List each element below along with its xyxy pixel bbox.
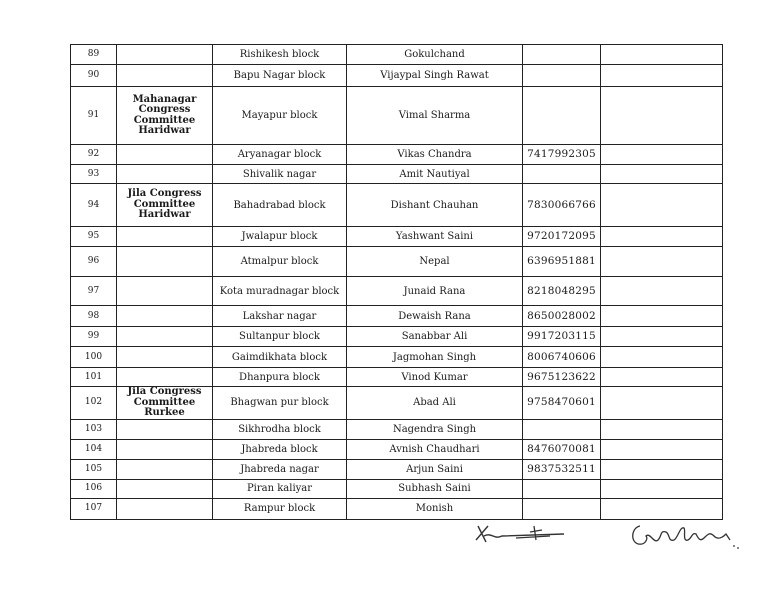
remarks-cell [601,368,723,387]
remarks-cell [601,347,723,368]
table-row [71,247,723,277]
table-body [71,45,723,520]
table-row [71,368,723,387]
person-name: Avnish Chaudhari [347,439,523,459]
row-number: 97 [71,277,117,306]
block-name: Lakshar nagar [213,306,347,327]
phone-number: 8006740606 [523,347,601,368]
row-number: 101 [71,368,117,387]
remarks-cell [601,459,723,479]
phone-number [523,45,601,65]
committee-list-table [70,44,723,520]
block-name: Shivalik nagar [213,165,347,184]
organization-cell [117,65,213,87]
right-signature-icon [626,516,746,556]
row-number: 92 [71,145,117,165]
remarks-cell [601,227,723,247]
block-name: Sikhrodha block [213,419,347,439]
person-name: Jagmohan Singh [347,347,523,368]
phone-number: 7417992305 [523,145,601,165]
remarks-cell [601,145,723,165]
organization-cell [117,306,213,327]
phone-number: 8476070081 [523,439,601,459]
person-name: Arjun Saini [347,459,523,479]
row-number: 91 [71,87,117,145]
organization-cell [117,247,213,277]
person-name: Vijaypal Singh Rawat [347,65,523,87]
organization-cell: Jila Congress Committee Rurkee [117,387,213,420]
block-name: Aryanagar block [213,145,347,165]
block-name: Sultanpur block [213,327,347,347]
person-name: Yashwant Saini [347,227,523,247]
block-name: Gaimdikhata block [213,347,347,368]
row-number: 98 [71,306,117,327]
row-number: 107 [71,498,117,519]
organization-cell [117,479,213,498]
row-number: 100 [71,347,117,368]
person-name: Amit Nautiyal [347,165,523,184]
block-name: Rishikesh block [213,45,347,65]
row-number: 89 [71,45,117,65]
remarks-cell [601,306,723,327]
phone-number [523,165,601,184]
organization-cell [117,227,213,247]
table-row [71,347,723,368]
remarks-cell [601,479,723,498]
person-name: Junaid Rana [347,277,523,306]
table-row [71,165,723,184]
phone-number: 7830066766 [523,184,601,227]
table-row [71,65,723,87]
remarks-cell [601,327,723,347]
table-row [71,87,723,145]
person-name: Sanabbar Ali [347,327,523,347]
organization-cell [117,277,213,306]
table-row [71,439,723,459]
organization-cell [117,145,213,165]
person-name: Nagendra Singh [347,419,523,439]
phone-number: 9837532511 [523,459,601,479]
organization-cell: Jila Congress Committee Haridwar [117,184,213,227]
row-number: 94 [71,184,117,227]
row-number: 95 [71,227,117,247]
block-name: Bahadrabad block [213,184,347,227]
remarks-cell [601,439,723,459]
phone-number [523,479,601,498]
person-name: Abad Ali [347,387,523,420]
person-name: Subhash Saini [347,479,523,498]
phone-number: 8650028002 [523,306,601,327]
organization-cell [117,327,213,347]
table-row [71,227,723,247]
row-number: 90 [71,65,117,87]
block-name: Bapu Nagar block [213,65,347,87]
person-name: Dewaish Rana [347,306,523,327]
block-name: Bhagwan pur block [213,387,347,420]
block-name: Kota muradnagar block [213,277,347,306]
row-number: 105 [71,459,117,479]
organization-cell [117,45,213,65]
person-name: Nepal [347,247,523,277]
remarks-cell [601,277,723,306]
row-number: 104 [71,439,117,459]
table-row [71,277,723,306]
table-row [71,479,723,498]
phone-number [523,498,601,519]
table-row [71,419,723,439]
row-number: 93 [71,165,117,184]
block-name: Atmalpur block [213,247,347,277]
remarks-cell [601,87,723,145]
phone-number: 9758470601 [523,387,601,420]
organization-cell: Mahanagar Congress Committee Haridwar [117,87,213,145]
left-signature-icon [472,518,572,550]
phone-number: 9720172095 [523,227,601,247]
person-name: Vikas Chandra [347,145,523,165]
remarks-cell [601,184,723,227]
person-name: Dishant Chauhan [347,184,523,227]
organization-cell [117,439,213,459]
remarks-cell [601,387,723,420]
person-name: Vimal Sharma [347,87,523,145]
row-number: 99 [71,327,117,347]
block-name: Rampur block [213,498,347,519]
person-name: Gokulchand [347,45,523,65]
table-row [71,459,723,479]
person-name: Vinod Kumar [347,368,523,387]
remarks-cell [601,65,723,87]
organization-cell [117,368,213,387]
person-name: Monish [347,498,523,519]
phone-number [523,419,601,439]
organization-cell [117,419,213,439]
table-row [71,306,723,327]
remarks-cell [601,247,723,277]
row-number: 106 [71,479,117,498]
table-row [71,45,723,65]
remarks-cell [601,45,723,65]
table-row [71,184,723,227]
block-name: Jhabreda block [213,439,347,459]
phone-number [523,65,601,87]
remarks-cell [601,165,723,184]
block-name: Mayapur block [213,87,347,145]
block-name: Dhanpura block [213,368,347,387]
table-row [71,387,723,420]
row-number: 96 [71,247,117,277]
row-number: 103 [71,419,117,439]
phone-number: 6396951881 [523,247,601,277]
block-name: Jhabreda nagar [213,459,347,479]
row-number: 102 [71,387,117,420]
organization-cell [117,165,213,184]
block-name: Piran kaliyar [213,479,347,498]
table-row [71,327,723,347]
table-row [71,145,723,165]
organization-cell [117,459,213,479]
organization-cell [117,347,213,368]
remarks-cell [601,419,723,439]
phone-number [523,87,601,145]
phone-number: 9917203115 [523,327,601,347]
table-row [71,498,723,519]
phone-number: 8218048295 [523,277,601,306]
block-name: Jwalapur block [213,227,347,247]
organization-cell [117,498,213,519]
phone-number: 9675123622 [523,368,601,387]
